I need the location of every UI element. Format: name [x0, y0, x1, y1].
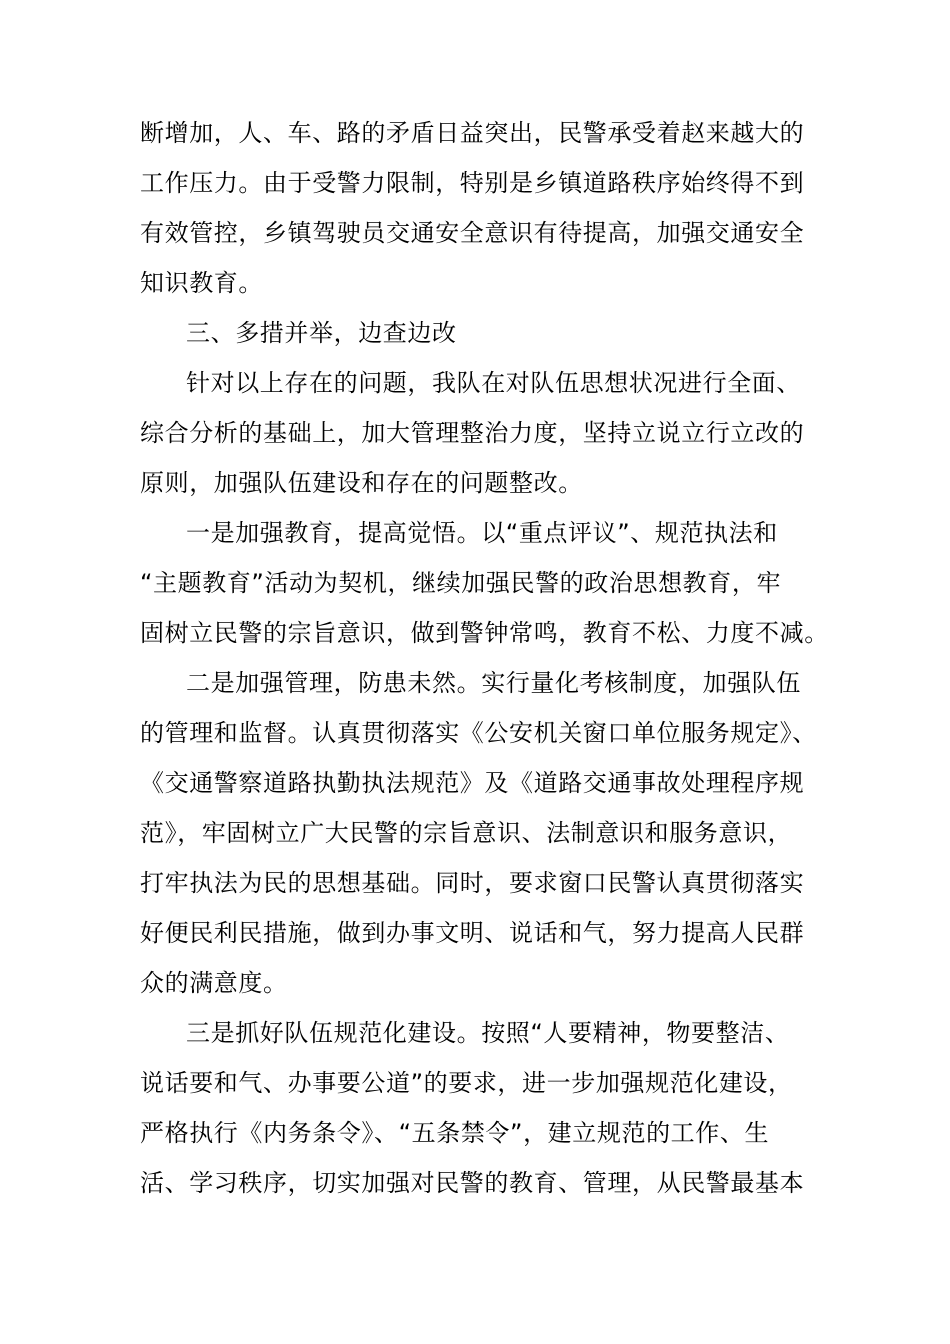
text-line: 原则，加强队伍建设和存在的问题整改。: [140, 469, 583, 497]
document-body: [140, 108, 829, 1208]
text-line: 断增加，人、车、路的矛盾日益突出，民警承受着赵来越大的: [140, 119, 805, 147]
text-line: 知识教育。: [140, 269, 263, 297]
text-line: 《交通警察道路执勤执法规范》及《道路交通事故处理程序规: [140, 769, 805, 797]
text-line: 一是加强教育，提高觉悟。以“重点评议”、规范执法和: [186, 519, 778, 547]
text-line: 固树立民警的宗旨意识，做到警钟常鸣，教育不松、力度不减。: [140, 619, 829, 647]
text-line: 有效管控，乡镇驾驶员交通安全意识有待提高，加强交通安全: [140, 219, 805, 247]
text-line: 三是抓好队伍规范化建设。按照“人要精神，物要整洁、: [186, 1019, 790, 1047]
section-heading: 三、多措并举，边查边改: [186, 319, 457, 347]
text-line: 众的满意度。: [140, 969, 288, 997]
text-line: “主题教育”活动为契机，继续加强民警的政治思想教育，牢: [140, 569, 782, 597]
text-line: 严格执行《内务条令》、“五条禁令”，建立规范的工作、生: [140, 1119, 770, 1147]
text-line: 说话要和气、办事要公道”的要求，进一步加强规范化建设，: [140, 1069, 793, 1097]
text-line: 工作压力。由于受警力限制，特别是乡镇道路秩序始终得不到: [140, 169, 805, 197]
text-line: 范》，牢固树立广大民警的宗旨意识、法制意识和服务意识，: [140, 819, 793, 847]
text-line: 综合分析的基础上，加大管理整治力度，坚持立说立行立改的: [140, 419, 805, 447]
text-line: 的管理和监督。认真贯彻落实《公安机关窗口单位服务规定》、: [140, 719, 817, 747]
text-line: 打牢执法为民的思想基础。同时，要求窗口民警认真贯彻落实: [140, 869, 805, 897]
text-line: 好便民利民措施，做到办事文明、说话和气，努力提高人民群: [140, 919, 805, 947]
text-line: 活、学习秩序，切实加强对民警的教育、管理，从民警最基本: [140, 1169, 805, 1197]
text-line: 针对以上存在的问题，我队在对队伍思想状况进行全面、: [186, 369, 801, 397]
text-line: 二是加强管理，防患未然。实行量化考核制度，加强队伍: [186, 669, 801, 697]
